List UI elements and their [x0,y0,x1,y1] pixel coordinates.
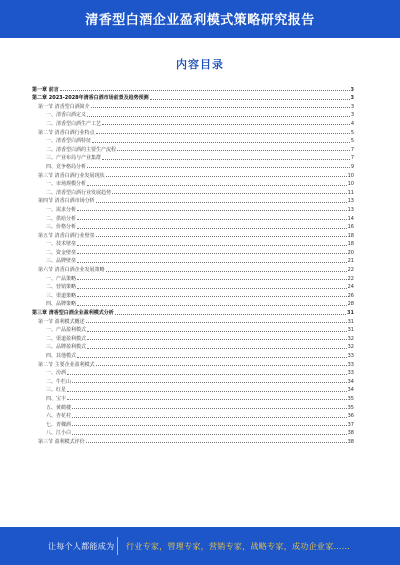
toc-entry-label: 第三节 清香白酒行业发展现状 [38,172,105,179]
toc-leader-dots [87,167,350,168]
table-of-contents [32,84,354,445]
toc-entry[interactable] [32,170,354,179]
toc-entry-label: 第二章 2023-2028年清香白酒市场前景及趋势预测 [32,95,149,102]
toc-entry-label: 二、资金壁垒 [46,249,77,256]
toc-entry[interactable] [32,136,354,145]
footer-divider [117,537,118,555]
toc-entry[interactable] [32,307,354,316]
toc-entry[interactable] [32,161,354,170]
toc-entry[interactable] [32,342,354,351]
toc-leader-dots [77,288,347,289]
toc-entry[interactable] [32,213,354,222]
toc-entry-page: 33 [347,361,354,368]
toc-leader-dots [91,107,350,108]
toc-entry[interactable] [32,196,354,205]
toc-leader-dots [115,314,346,315]
toc-entry[interactable] [32,222,354,231]
toc-entry[interactable] [32,436,354,445]
toc-entry-label: 第一节 清香型白酒简介 [38,103,90,110]
toc-entry[interactable] [32,127,354,136]
toc-leader-dots [67,391,347,392]
toc-entry-page: 34 [347,387,354,394]
toc-entry-page: 32 [347,344,354,351]
toc-leader-dots [72,425,347,426]
toc-leader-dots [96,202,347,203]
toc-entry[interactable] [32,239,354,248]
toc-entry[interactable] [32,84,354,93]
toc-entry[interactable] [32,247,354,256]
footer-banner [0,527,400,565]
toc-entry[interactable] [32,179,354,188]
toc-entry-page: 3 [350,86,354,93]
toc-entry-label: 三、渠道策略 [46,292,77,299]
toc-entry-label: 一、技术壁垒 [46,241,77,248]
toc-entry-label: 二、清香型白酒行业发展趋势 [46,189,112,196]
toc-entry-label: 第四节 清香白酒市场分析 [38,198,95,205]
toc-entry-label: 第二节 主要企业盈利模式 [38,361,95,368]
toc-leader-dots [86,322,347,323]
toc-entry[interactable] [32,153,354,162]
toc-entry-page: 9 [350,163,354,170]
toc-entry-label: 三、产业布局与产业集群 [46,155,102,162]
toc-entry-page: 38 [347,430,354,437]
toc-entry-page: 18 [347,232,354,239]
toc-entry-label: 一、汾酒 [46,370,67,377]
toc-leader-dots [96,236,347,237]
toc-entry[interactable] [32,264,354,273]
toc-leader-dots [77,296,347,297]
toc-entry-page: 31 [347,318,354,325]
toc-leader-dots [77,262,347,263]
toc-entry-label: 第三节 盈利模式评价 [38,438,85,445]
toc-entry-label: 五、黄鹤楼 [46,404,72,411]
toc-entry-page: 32 [347,335,354,342]
toc-entry-page: 35 [347,395,354,402]
toc-entry-label: 二、清香型白酒的主要生产流程 [46,146,117,153]
toc-entry-label: 第三章 清香型白酒企业盈利模式分析 [32,310,114,317]
toc-leader-dots [117,150,350,151]
toc-entry[interactable] [32,273,354,282]
toc-leader-dots [150,99,350,100]
toc-leader-dots [87,185,347,186]
toc-entry-label: 第二节 清香白酒行业特点 [38,129,95,136]
report-title: 清香型白酒企业盈利模式策略研究报告 [85,13,315,28]
toc-entry-label: 第六节 清香白酒企业发展策略 [38,267,105,274]
toc-entry[interactable] [32,144,354,153]
toc-leader-dots [86,442,347,443]
toc-leader-dots [77,305,347,306]
toc-entry-label: 三、品牌盈利模式 [46,344,87,351]
toc-entry[interactable] [32,101,354,110]
toc-entry[interactable] [32,428,354,437]
toc-entry[interactable] [32,359,354,368]
toc-entry-label: 第一节 盈利模式概述 [38,318,85,325]
toc-entry-label: 四、其他模式 [46,353,77,359]
toc-entry-page: 10 [347,181,354,188]
toc-entry-label: 三、红星 [46,387,67,394]
toc-leader-dots [106,271,347,272]
toc-entry-page: 38 [347,438,354,445]
toc-leader-dots [72,408,347,409]
toc-heading: 内容目录 [176,58,224,71]
toc-entry-page: 4 [350,120,354,127]
toc-leader-dots [96,133,350,134]
toc-entry-label: 七、青稞酒 [46,421,72,428]
toc-entry-page: 37 [347,421,354,428]
toc-leader-dots [102,159,350,160]
report-header [0,0,400,38]
toc-leader-dots [87,339,347,340]
toc-entry-page: 11 [347,189,354,196]
toc-entry[interactable] [32,256,354,265]
toc-entry[interactable] [32,316,354,325]
toc-entry[interactable] [32,187,354,196]
toc-entry-label: 四、宝丰 [46,395,67,402]
toc-entry[interactable] [32,118,354,127]
toc-entry-page: 16 [347,224,354,231]
toc-entry-label: 八、江小白 [46,430,72,437]
toc-leader-dots [77,219,347,220]
toc-leader-dots [72,382,347,383]
toc-entry-page: 5 [350,138,354,145]
toc-leader-dots [87,348,347,349]
toc-entry[interactable] [32,204,354,213]
toc-entry-page: 7 [350,155,354,162]
toc-entry-page: 33 [347,353,354,359]
toc-entry[interactable] [32,376,354,385]
toc-entry[interactable] [32,368,354,377]
toc-entry-label: 第一章 前言 [32,86,59,93]
toc-entry-label: 二、牛栏山 [46,378,72,385]
toc-entry-label: 二、渠道盈利模式 [46,335,87,342]
toc-entry-label: 一、产品策略 [46,275,77,282]
toc-entry-page: 13 [347,206,354,213]
toc-leader-dots [87,331,347,332]
toc-entry[interactable] [32,290,354,299]
toc-leader-dots [106,176,347,177]
toc-entry[interactable] [32,282,354,291]
toc-entry[interactable] [32,230,354,239]
toc-entry[interactable] [32,333,354,342]
toc-entry[interactable] [32,419,354,428]
toc-entry-page: 14 [347,215,354,222]
toc-leader-dots [102,124,350,125]
toc-leader-dots [112,193,347,194]
footer-tagline: 行业专家，管理专家，营销专家，战略专家，成功企业家…… [126,542,351,551]
toc-entry-page: 5 [350,129,354,136]
toc-entry[interactable] [32,110,354,119]
toc-entry[interactable] [32,411,354,420]
toc-entry[interactable] [32,402,354,411]
toc-entry-page: 33 [347,370,354,377]
toc-leader-dots [77,245,347,246]
toc-entry-page: 31 [347,310,354,317]
toc-entry-page: 3 [350,103,354,110]
toc-entry-page: 31 [347,327,354,334]
toc-entry-page: 18 [347,241,354,248]
toc-leader-dots [77,357,347,358]
toc-entry[interactable] [32,393,354,402]
footer-slogan: 让每个人都能成为 [48,542,115,551]
toc-leader-dots [60,90,350,91]
toc-entry-page: 13 [347,198,354,205]
toc-entry-page: 35 [347,404,354,411]
toc-entry-page: 34 [347,378,354,385]
toc-entry[interactable] [32,299,354,308]
toc-entry-label: 一、清香白酒定义 [46,112,87,119]
toc-entry-label: 四、品牌策略 [46,301,77,308]
toc-entry-label: 三、价格分析 [46,224,77,231]
toc-entry-label: 一、清香型白酒特征 [46,138,92,145]
toc-entry[interactable] [32,93,354,102]
toc-entry-label: 六、杏花村 [46,413,72,420]
toc-entry-page: 26 [347,292,354,299]
toc-entry-page: 7 [350,146,354,153]
toc-entry-page: 28 [347,301,354,308]
toc-leader-dots [77,228,347,229]
toc-leader-dots [67,374,347,375]
toc-entry-label: 一、产品盈利模式 [46,327,87,334]
toc-entry-page: 24 [347,284,354,291]
toc-leader-dots [72,434,347,435]
toc-entry-page: 21 [347,258,354,265]
toc-leader-dots [77,253,347,254]
toc-entry[interactable] [32,385,354,394]
toc-leader-dots [72,417,347,418]
toc-entry-label: 四、竞争格局分析 [46,163,87,170]
toc-entry-page: 22 [347,275,354,282]
toc-entry-label: 三、品牌壁垒 [46,258,77,265]
toc-entry-page: 36 [347,413,354,420]
toc-entry-label: 一、需求分析 [46,206,77,213]
toc-leader-dots [67,399,347,400]
toc-leader-dots [96,365,347,366]
toc-entry-page: 20 [347,249,354,256]
toc-entry-label: 一、市场规模分析 [46,181,87,188]
toc-entry-page: 3 [350,95,354,102]
toc-entry-label: 二、营销策略 [46,284,77,291]
toc-leader-dots [77,279,347,280]
toc-leader-dots [87,116,350,117]
toc-entry-label: 二、清香型白酒生产工艺 [46,120,102,127]
toc-entry[interactable] [32,325,354,334]
toc-entry[interactable] [32,350,354,359]
toc-entry-page: 3 [350,112,354,119]
toc-entry-page: 22 [347,267,354,274]
toc-entry-label: 第五节 清香白酒行业壁垒 [38,232,95,239]
toc-entry-label: 二、供给分析 [46,215,77,222]
toc-leader-dots [92,142,350,143]
toc-entry-page: 10 [347,172,354,179]
toc-leader-dots [77,210,347,211]
